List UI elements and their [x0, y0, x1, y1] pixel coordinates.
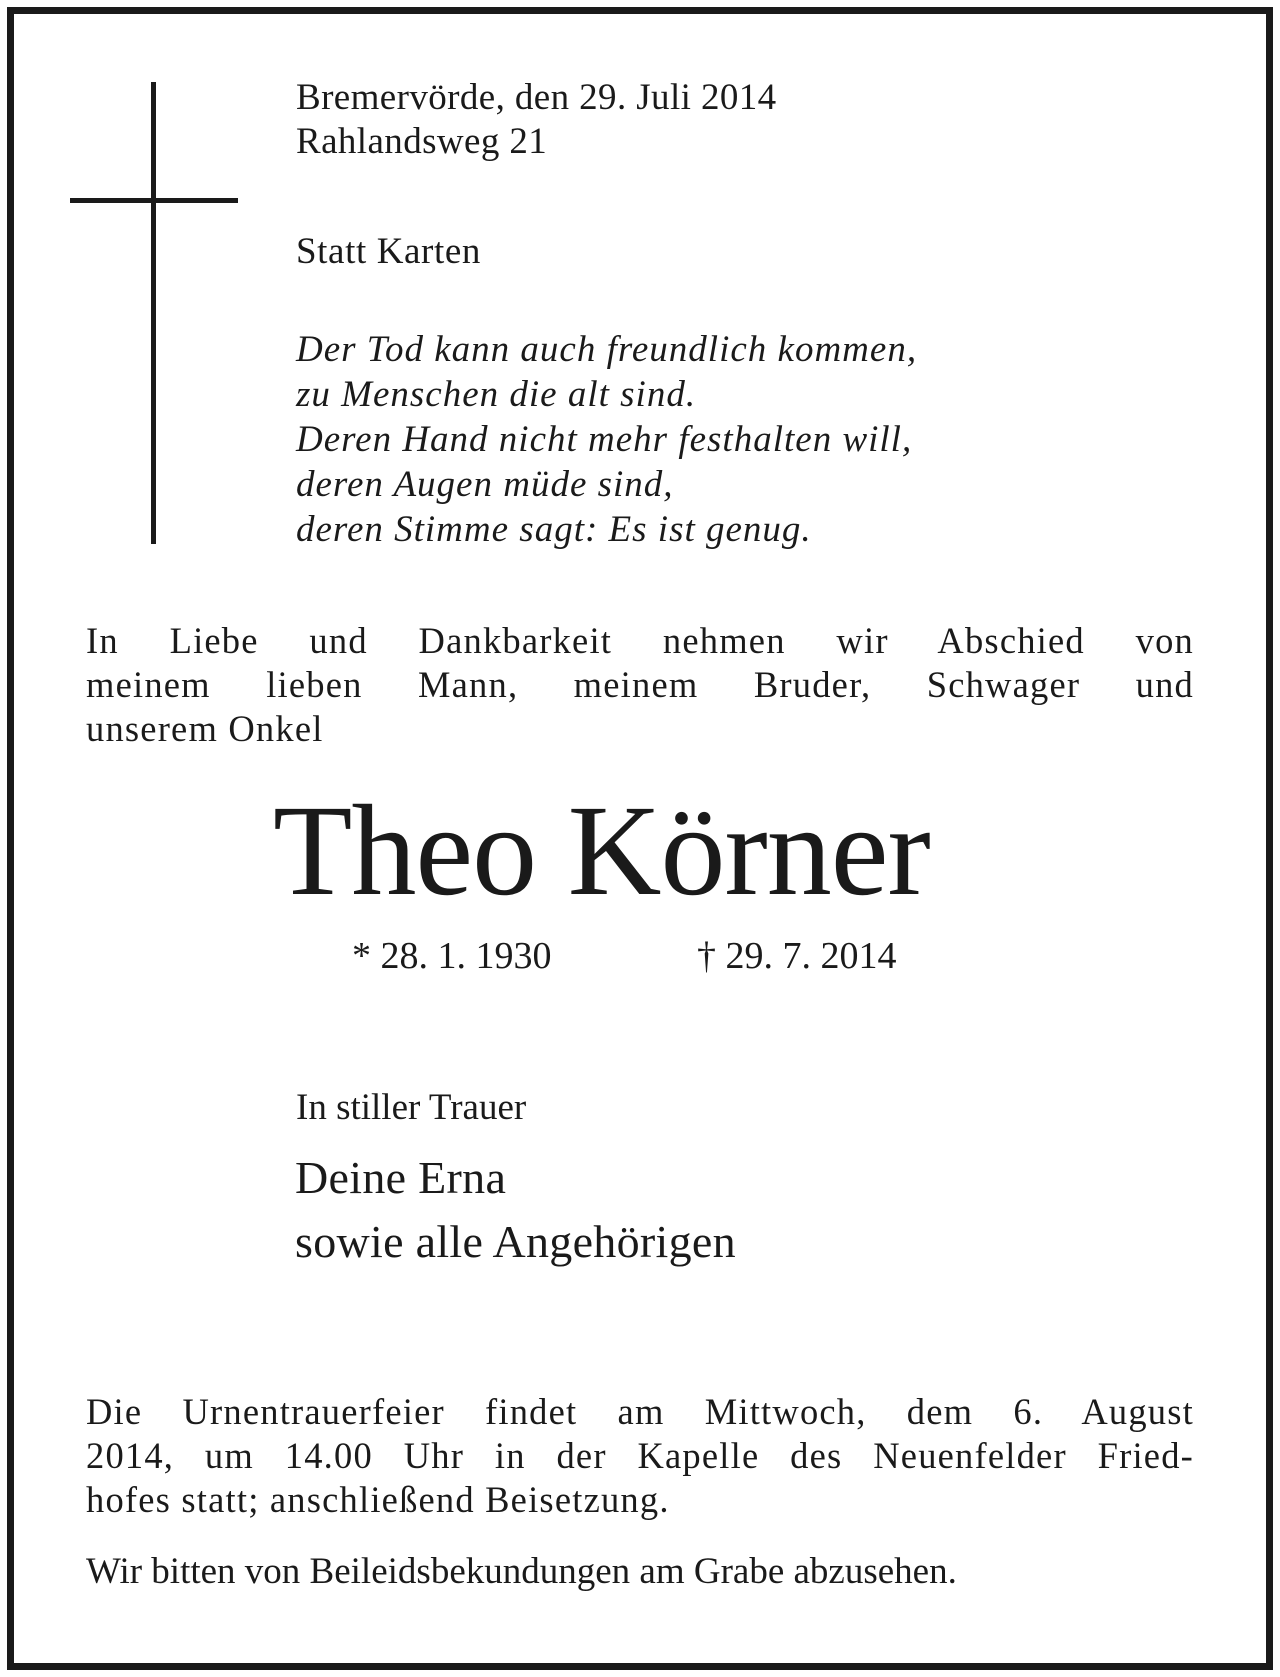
poem-line: Der Tod kann auch freundlich kommen,: [296, 329, 918, 370]
farewell-line: meinem lieben Mann, meinem Bruder, Schwager und: [86, 664, 1194, 705]
condolence-request: Wir bitten von Beileidsbekundungen am Grabe abzusehen.: [86, 1551, 957, 1592]
farewell-paragraph: [86, 619, 1194, 751]
deceased-name: Theo Körner: [273, 779, 930, 923]
cross-icon-horizontal-bar: [70, 198, 238, 203]
death-date: † 29. 7. 2014: [697, 935, 897, 977]
cross-icon-vertical-bar: [151, 82, 156, 544]
poem-line: deren Augen müde sind,: [296, 464, 674, 505]
ceremony-line: Die Urnentrauerfeier findet am Mittwoch, dem 6. August: [86, 1391, 1194, 1432]
poem: [296, 327, 917, 552]
mourner-others: sowie alle Angehörigen: [295, 1216, 736, 1267]
place-date: Bremervörde, den 29. Juli 2014: [296, 77, 777, 118]
poem-line: zu Menschen die alt sind.: [296, 374, 697, 415]
mourner-primary: Deine Erna: [295, 1152, 507, 1203]
mourning-intro: In stiller Trauer: [296, 1087, 527, 1128]
ceremony-paragraph: [86, 1390, 1194, 1522]
farewell-line: unserem Onkel: [86, 708, 324, 749]
statt-karten: Statt Karten: [296, 231, 481, 272]
birth-date: * 28. 1. 1930: [352, 935, 552, 977]
poem-line: Deren Hand nicht mehr festhalten will,: [296, 419, 913, 460]
ceremony-line: 2014, um 14.00 Uhr in der Kapelle des Neuenfelder Fried-: [86, 1435, 1194, 1476]
poem-line: deren Stimme sagt: Es ist genug.: [296, 509, 812, 550]
address: Rahlandsweg 21: [296, 121, 548, 162]
ceremony-line: hofes statt; anschließend Beisetzung.: [86, 1479, 670, 1520]
farewell-line: In Liebe und Dankbarkeit nehmen wir Abschied von: [86, 620, 1194, 661]
